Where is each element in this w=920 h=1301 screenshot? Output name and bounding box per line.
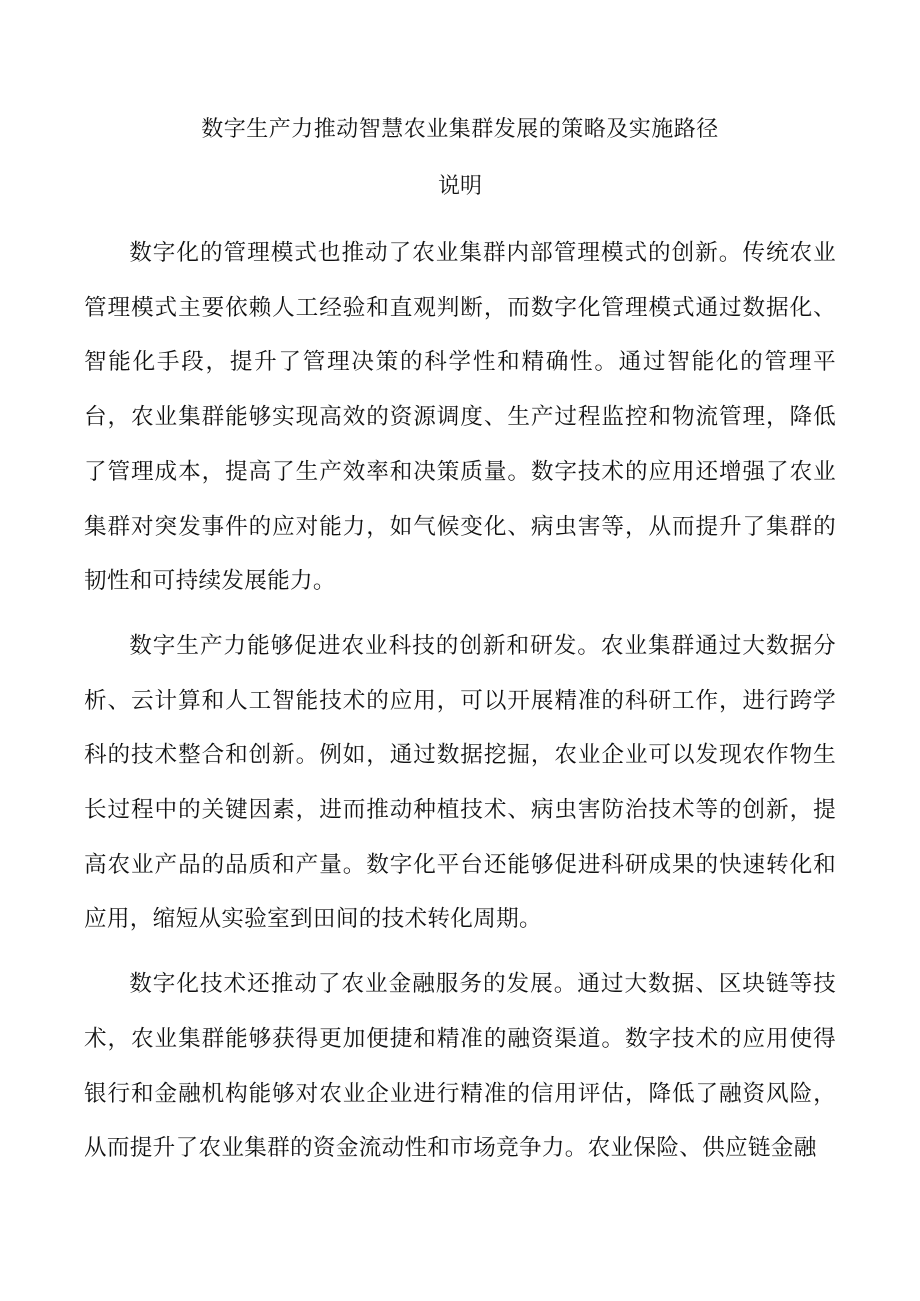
paragraph: 数字生产力能够促进农业科技的创新和研发。农业集群通过大数据分析、云计算和人工智能技术的应用，可以开展精准的科研工作，进行跨学科的技术整合和创新。例如，通过数据挖掘，农业企业可以发现农作物生长过程中的关键因素，进而推动种植技术、病虫害防治技术等的创新，提高农业产品的品质和产量。数字化平台还能够促进科研成果的快速转化和应用，缩短从实验室到田间的技术转化周期。 xyxy=(84,632,836,933)
document-subtitle: 说明 xyxy=(437,174,482,199)
paragraph: 数字化的管理模式也推动了农业集群内部管理模式的创新。传统农业管理模式主要依赖人工经验和直观判断，而数字化管理模式通过数据化、智能化手段，提升了管理决策的科学性和精确性。通过智能化的管理平台，农业集群能够实现高效的资源调度、生产过程监控和物流管理，降低了管理成本，提高了生产效率和决策质量。数字技术的应用还增强了农业集群对突发事件的应对能力，如气候变化、病虫害等，从而提升了集群的韧性和可持续发展能力。 xyxy=(84,240,836,595)
paragraph: 数字化技术还推动了农业金融服务的发展。通过大数据、区块链等技术，农业集群能够获得更加便捷和精准的融资渠道。数字技术的应用使得银行和金融机构能够对农业企业进行精准的信用评估，降低了融资风险，从而提升了农业集群的资金流动性和市场竞争力。农业保险、供应链金融 xyxy=(84,971,836,1162)
document-title: 数字生产力推动智慧农业集群发展的策略及实施路径 xyxy=(201,117,719,142)
document-body xyxy=(84,226,836,1186)
